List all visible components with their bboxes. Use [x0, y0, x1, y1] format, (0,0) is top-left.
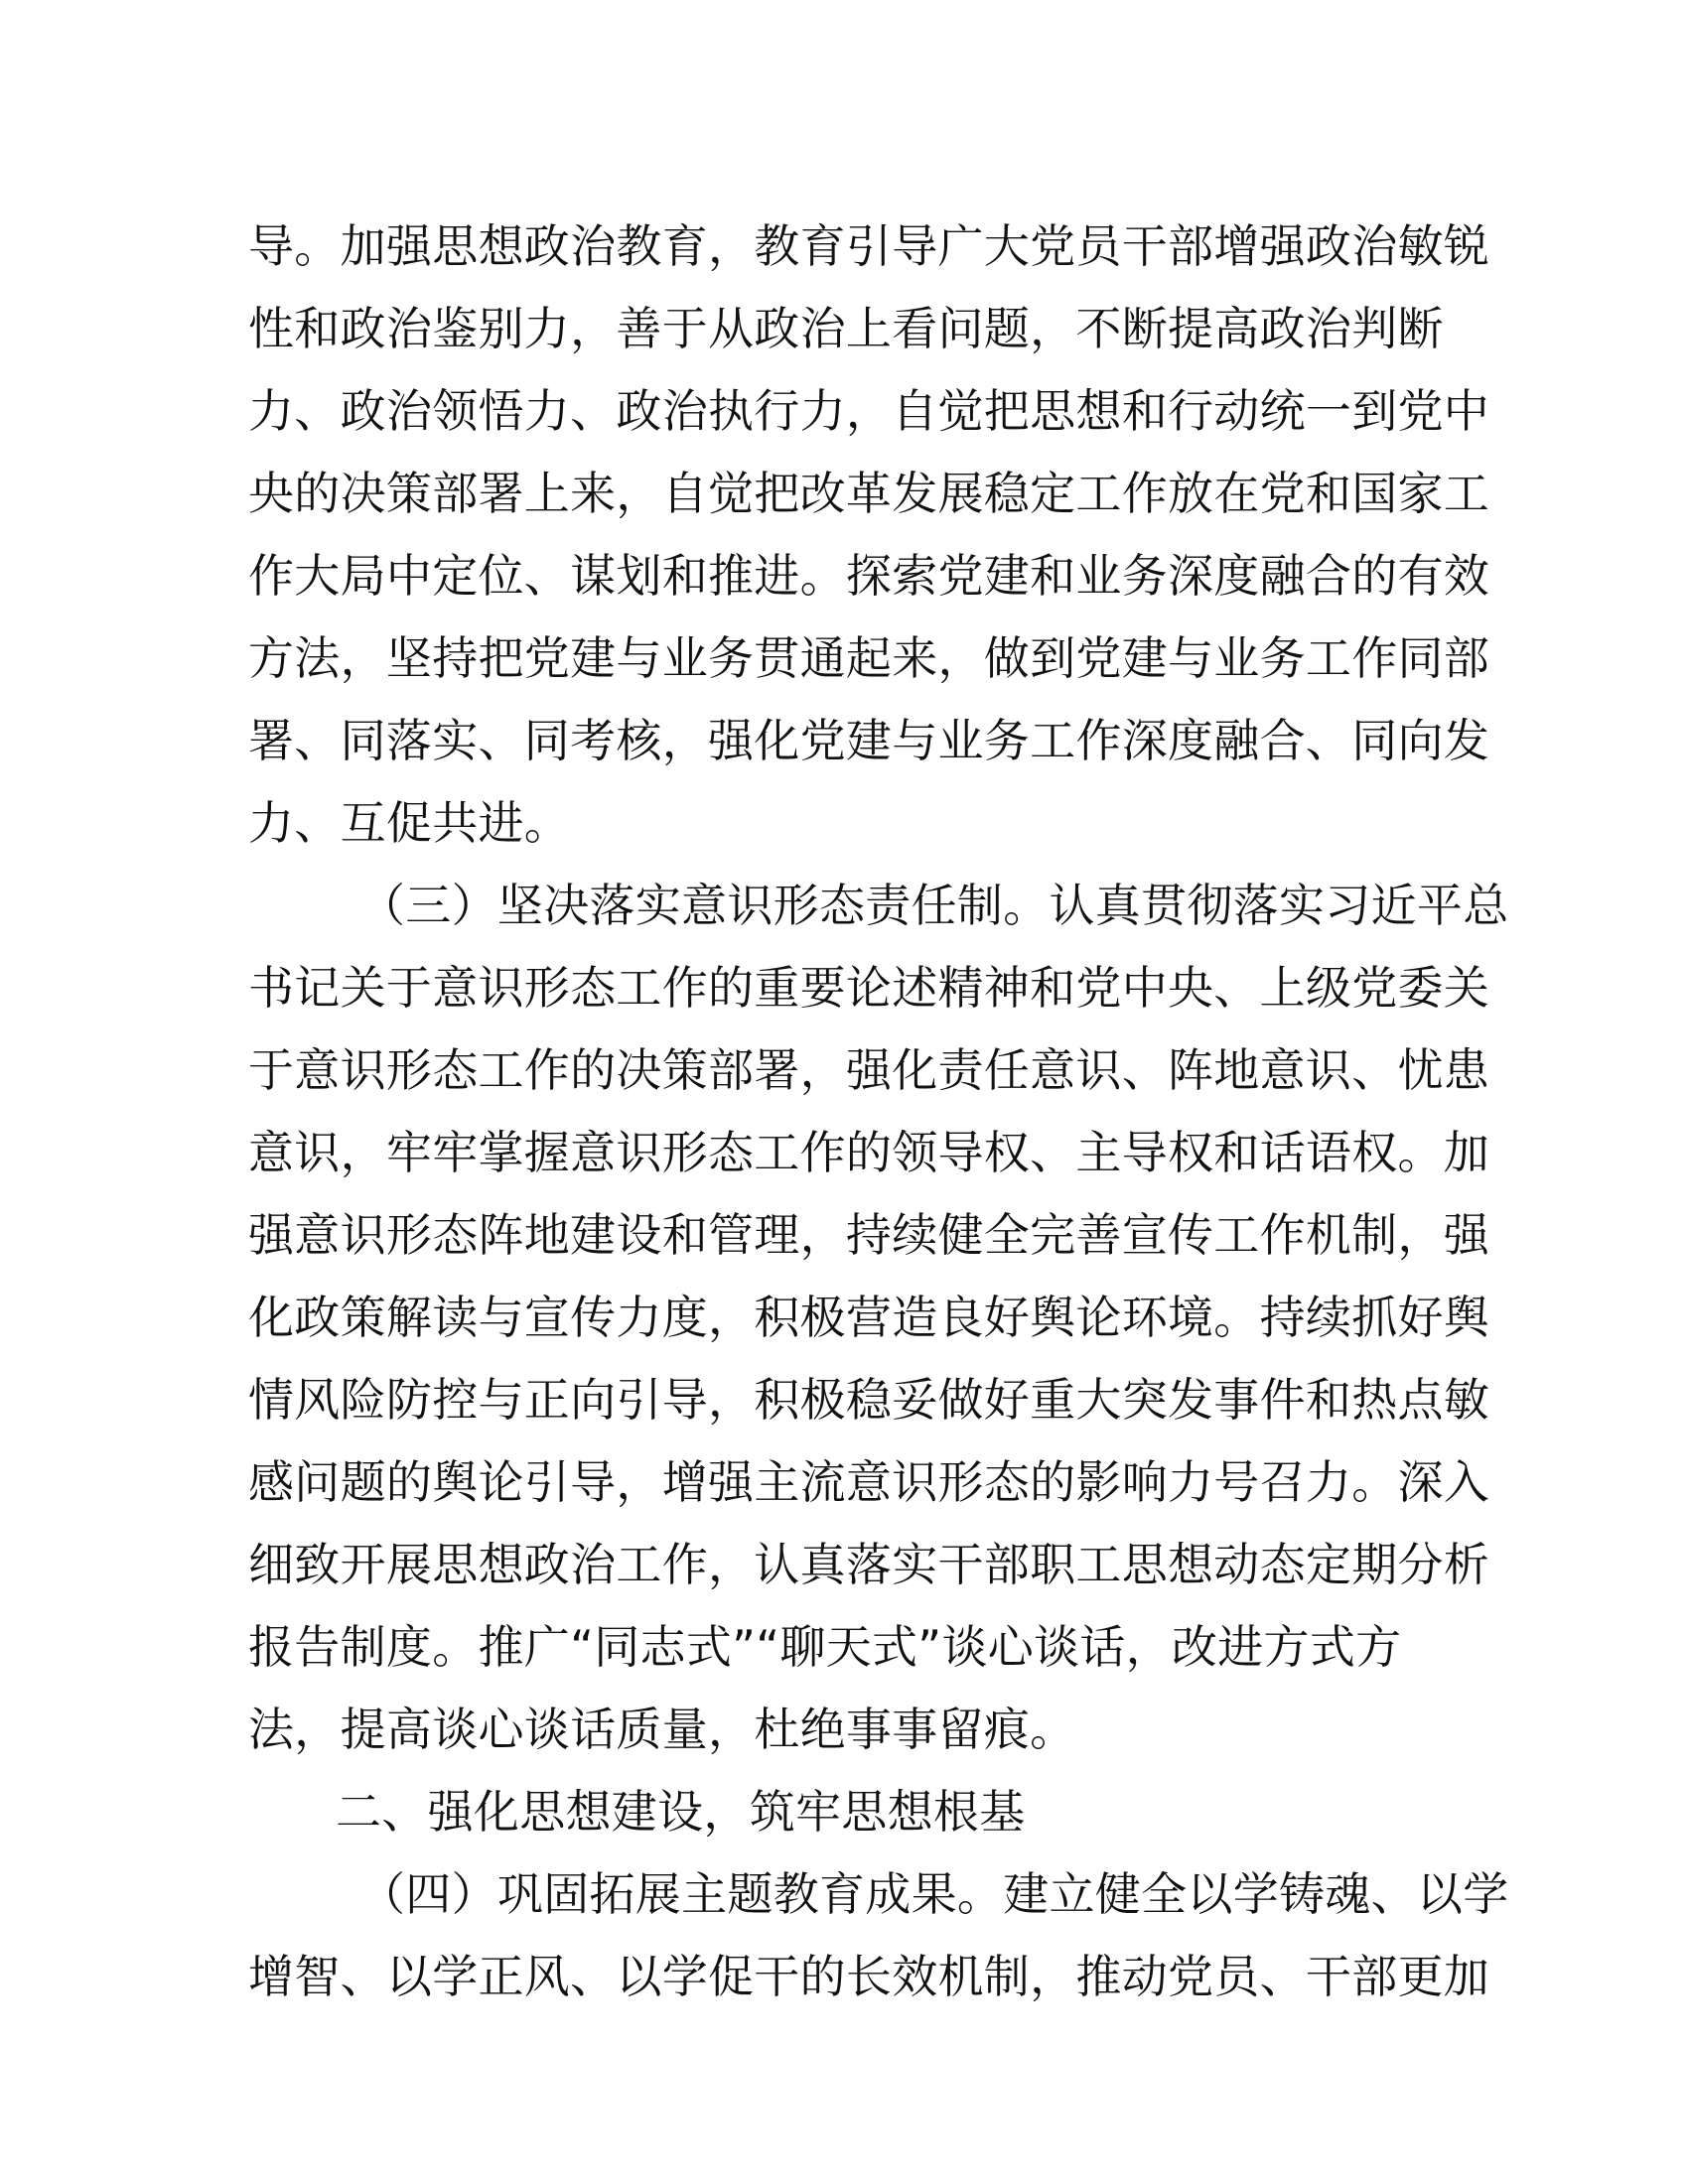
- text-line: 化政策解读与宣传力度，积极营造良好舆论环境。持续抓好舆: [248, 1291, 1490, 1344]
- text-line: 于意识形态工作的决策部署，强化责任意识、阵地意识、忧患: [248, 1043, 1490, 1097]
- text-line: 增智、以学正风、以学促干的长效机制，推动党员、干部更加: [248, 1950, 1490, 2003]
- text-line: 力、政治领悟力、政治执行力，自觉把思想和行动统一到党中: [248, 384, 1490, 438]
- text-line: 书记关于意识形态工作的重要论述精神和党中央、上级党委关: [248, 961, 1490, 1015]
- text-line: 作大局中定位、谋划和推进。探索党建和业务深度融合的有效: [248, 549, 1490, 603]
- text-line: 情风险防控与正向引导，积极稳妥做好重大突发事件和热点敏: [248, 1373, 1490, 1427]
- text-line: 力、互促共进。: [248, 796, 571, 850]
- text-line: 细致开展思想政治工作，认真落实干部职工思想动态定期分析: [248, 1538, 1490, 1591]
- text-line: 强意识形态阵地建设和管理，持续健全完善宣传工作机制，强: [248, 1208, 1490, 1262]
- text-line: 意识，牢牢掌握意识形态工作的领导权、主导权和话语权。加: [248, 1126, 1490, 1179]
- text-line: 署、同落实、同考核，强化党建与业务工作深度融合、同向发: [248, 714, 1490, 767]
- section-heading-4: （四）巩固拓展主题教育成果。建立健全以学铸魂、以学: [359, 1867, 1509, 1921]
- section-heading-2: 二、强化思想建设，筑牢思想根基: [336, 1785, 1026, 1839]
- section-heading-3: （三）坚决落实意识形态责任制。认真贯彻落实习近平总: [359, 879, 1509, 932]
- text-line: 央的决策部署上来，自觉把改革发展稳定工作放在党和国家工: [248, 467, 1490, 520]
- text-line: 感问题的舆论引导，增强主流意识形态的影响力号召力。深入: [248, 1455, 1490, 1509]
- text-line: 法，提高谈心谈话质量，杜绝事事留痕。: [248, 1703, 1076, 1756]
- text-line: 性和政治鉴别力，善于从政治上看问题，不断提高政治判断: [248, 302, 1444, 355]
- text-line: 方法，坚持把党建与业务贯通起来，做到党建与业务工作同部: [248, 631, 1490, 685]
- text-line: 报告制度。推广“同志式”“聊天式”谈心谈话，改进方式方: [248, 1620, 1402, 1674]
- text-line: 导。加强思想政治教育，教育引导广大党员干部增强政治敏锐: [248, 219, 1490, 273]
